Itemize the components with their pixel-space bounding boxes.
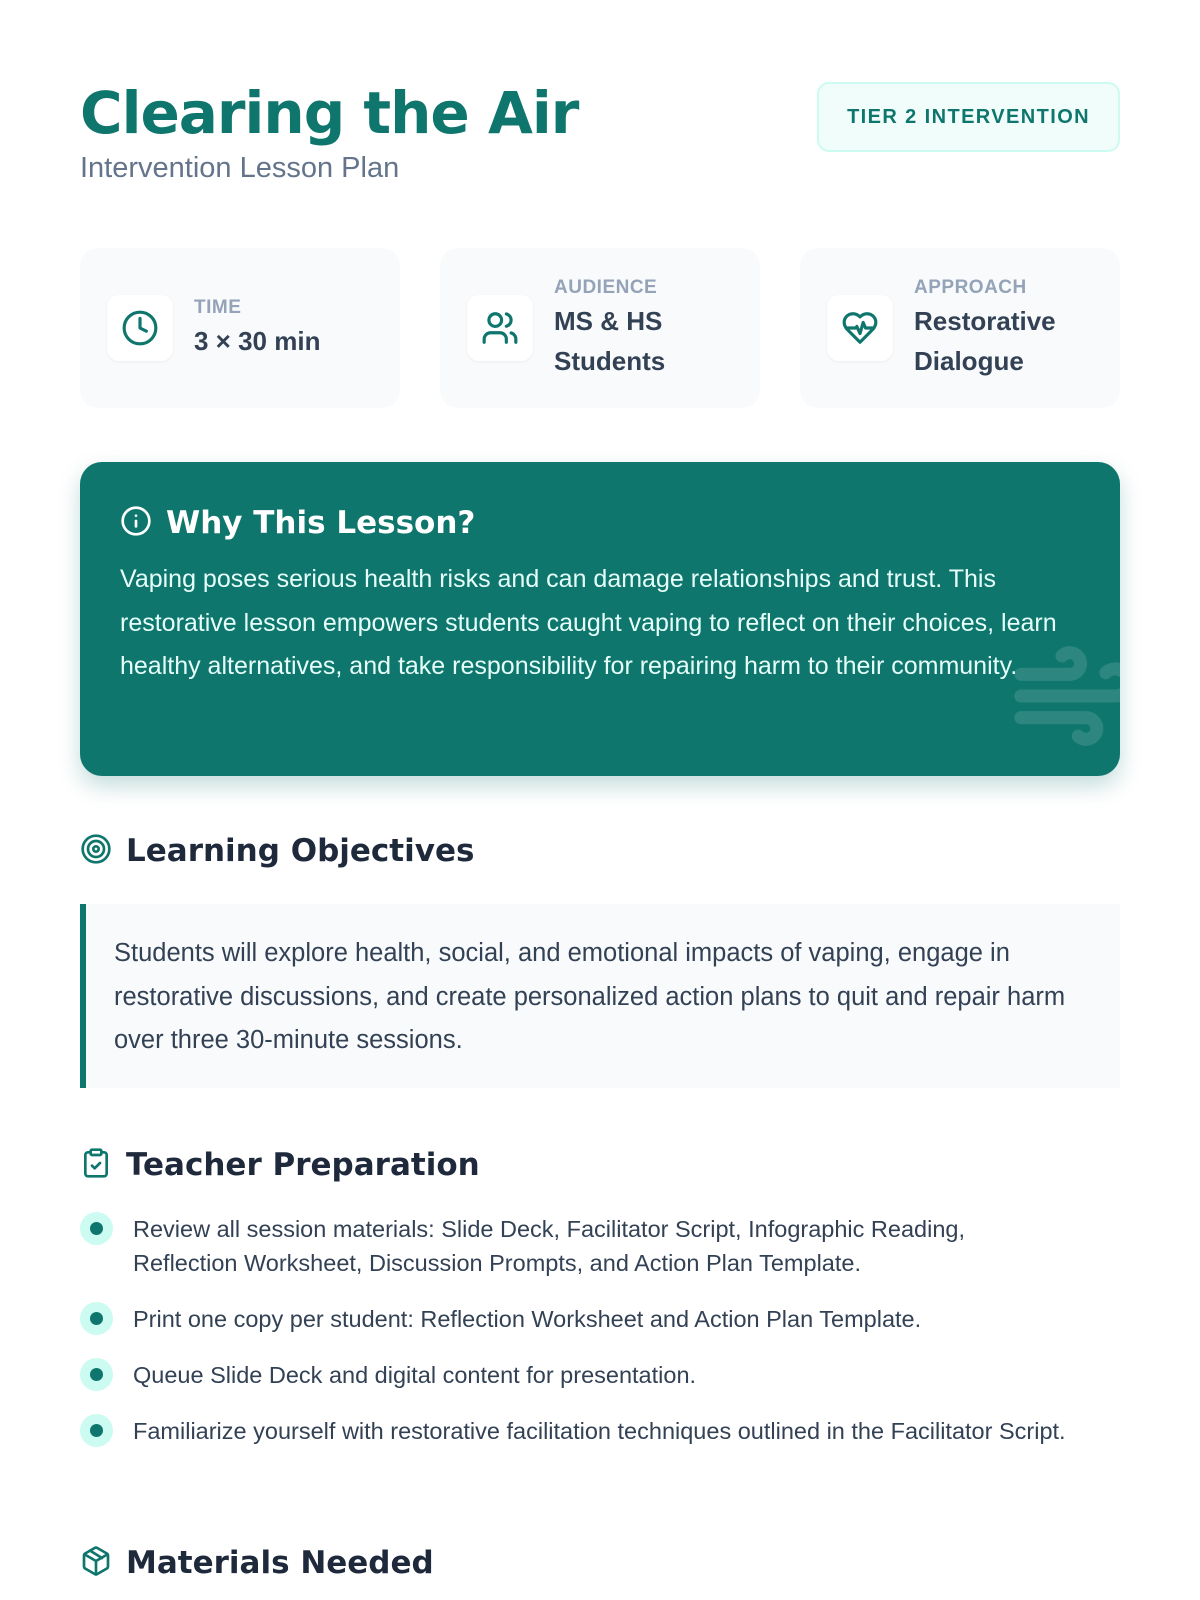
heart-pulse-icon (827, 295, 893, 361)
list-item-text: Familiarize yourself with restorative facilitation techniques outlined in the Facilitator Script. (133, 1418, 1066, 1444)
bullet-dot-icon (80, 1212, 113, 1245)
package-icon (80, 1545, 112, 1582)
audience-card-text (554, 275, 665, 381)
time-card (80, 248, 400, 408)
approach-card (800, 248, 1120, 408)
audience-value-line-1: MS & HS (554, 306, 663, 336)
bullet-dot-icon (80, 1414, 113, 1447)
clock-icon (107, 295, 173, 361)
list-item (80, 1302, 1120, 1336)
time-value: 3 × 30 min (194, 326, 321, 356)
objectives-body: Students will explore health, social, and emotional impacts of vaping, engage in restorative discussions, and create personalized action plans to quit and repair harm over three 30-minute sessions. (114, 939, 1066, 1054)
approach-value-line-2: Dialogue (914, 346, 1024, 376)
list-item (80, 1414, 1120, 1448)
why-lesson-title: Why This Lesson? (166, 505, 476, 541)
list-item-text: Print one copy per student: Reflection Worksheet and Action Plan Template. (133, 1306, 922, 1332)
info-cards (80, 248, 1120, 408)
audience-label: AUDIENCE (554, 277, 658, 298)
why-lesson-body: Vaping poses serious health risks and can damage relationships and trust. This restorative lesson empowers students caught vaping to reflect on their choices, learn healthy alternatives, and take responsibility for repairing harm to their community. (120, 565, 1057, 680)
wind-decoration-icon (1000, 631, 1120, 766)
time-card-text (194, 295, 320, 361)
clipboard-check-icon (80, 1147, 112, 1184)
approach-label: APPROACH (914, 277, 1027, 298)
objectives-box (80, 904, 1120, 1088)
audience-card (440, 248, 760, 408)
audience-value-line-2: Students (554, 346, 666, 376)
preparation-header (80, 1140, 480, 1190)
why-lesson-box (80, 462, 1120, 776)
page-header (80, 78, 1120, 198)
materials-header (80, 1538, 434, 1588)
list-item-text: Queue Slide Deck and digital content for presentation. (133, 1362, 697, 1388)
time-label: TIME (194, 297, 242, 318)
preparation-title: Teacher Preparation (126, 1147, 480, 1183)
bullet-dot-icon (80, 1302, 113, 1335)
users-icon (467, 295, 533, 361)
why-lesson-header (120, 498, 1080, 548)
list-item-text: Review all session materials: Slide Deck, Facilitator Script, Infographic Reading, Reflection Worksheet, Discussion Prompts, and Action Plan Template. (133, 1216, 965, 1276)
page-title: Clearing the Air (80, 79, 579, 147)
target-icon (80, 833, 112, 870)
objectives-title: Learning Objectives (126, 833, 475, 869)
bullet-dot-icon (80, 1358, 113, 1391)
info-icon (120, 505, 152, 542)
page-subtitle: Intervention Lesson Plan (80, 152, 400, 184)
preparation-list (80, 1212, 1120, 1470)
materials-title: Materials Needed (126, 1545, 434, 1581)
approach-value-line-1: Restorative (914, 306, 1056, 336)
list-item (80, 1212, 1120, 1280)
list-item (80, 1358, 1120, 1392)
approach-card-text (914, 275, 1056, 381)
tier-badge: TIER 2 INTERVENTION (817, 82, 1120, 152)
objectives-header (80, 826, 474, 876)
